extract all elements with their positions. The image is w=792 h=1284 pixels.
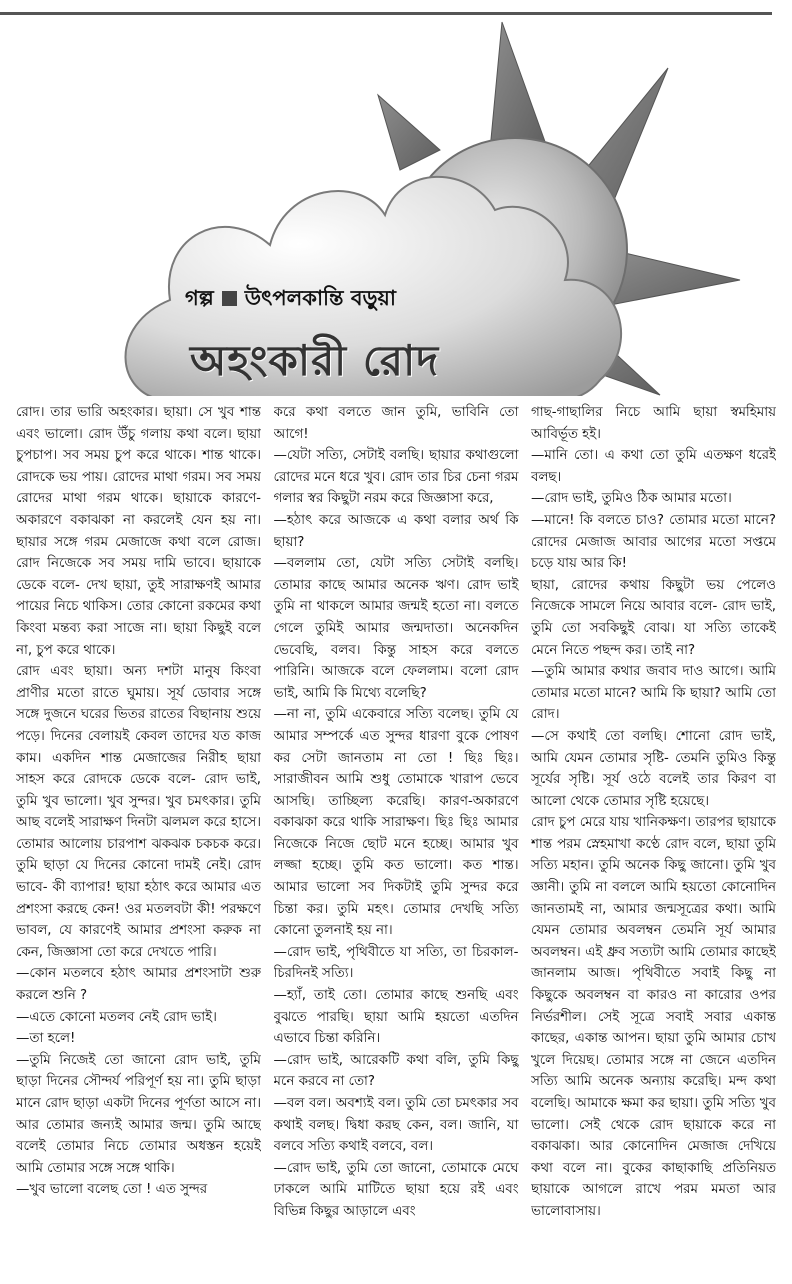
column-1 <box>16 402 261 1274</box>
paragraph: রোদ এবং ছায়া। অন্য দশটা মানুষ কিংবা প্রাণীর মতো রাতে ঘুমায়। সূর্য ডোবার সঙ্গে সঙ্গে দুজনে ঘরের ভিতর রাতের বিছানায় শুয়ে পড়ে। দিনের বেলায়ই কেবল তাদের যত কাজ কাম। একদিন শান্ত মেজাজের নিরীহ ছায়া সাহস করে রোদকে ডেকে বলে- রোদ ভাই, তুমি খুব ভালো। খুব সুন্দর। খুব চমৎকার। তুমি আছ বলেই সারাক্ষণ দিনটা ঝলমল করে হাসে। তোমার আলোয় চারপাশ ঝকঝক চকচক করে। তুমি ছাড়া যে দিনের কোনো দামই নেই। রোদ ভাবে- কী ব্যাপার! ছায়া হঠাৎ করে আমার এত প্রশংসা করছে কেন! ওর মতলবটা কী! পরক্ষণে ভাবল, যে কারণেই আমার প্রশংসা করুক না কেন, জিজ্ঞাসা তো করে দেখতে পারি। <box>16 664 261 960</box>
author-name: উৎপলকান্তি বড়ুয়া <box>244 286 396 310</box>
paragraph: —বল বল। অবশ্যই বল। তুমি তো চমৎকার সব কথাই বলছ। দ্বিধা করছ কেন, বল। জানি, যা বলবে সত্যি কথাই বলবে, বল। <box>273 1096 519 1155</box>
paragraph: —তুমি আমার কথার জবাব দাও আগে। আমি তোমার মতো মানে? আমি কি ছায়া? আমি তো রোদ। <box>531 664 776 723</box>
paragraph: —রোদ ভাই, তুমি তো জানো, তোমাকে মেঘে ঢাকলে আমি মাটিতে ছায়া হয়ে রই এবং বিভিন্ন কিছুর আড়ালে এবং <box>273 1160 519 1219</box>
paragraph: —রোদ ভাই, পৃথিবীতে যা সত্যি, তা চিরকাল-চিরদিনই সত্যি। <box>273 944 519 982</box>
paragraph: রোদ চুপ মেরে যায় খানিকক্ষণ। তারপর ছায়াকে শান্ত পরম স্নেহমাখা কণ্ঠে রোদ বলে, ছায়া তুমি সত্যি মহান। তুমি অনেক কিছু জানো। তুমি খুব জ্ঞানী। তুমি না বললে আমি হয়তো কোনোদিন জানতামই না, আমার জন্মসূত্রের কথা। আমি যেমন তোমার অবলম্বন তেমনি সূর্য আমার অবলম্বন। এই ধ্রুব সত্যটা আমি তোমার কাছেই জানলাম আজ। পৃথিবীতে সবাই কিছু না কিছুকে অবলম্বন বা কারও না কারোর ওপর নির্ভরশীল। সেই সূত্রে সবাই সবার একান্ত কাছের, একান্ত আপন। ছায়া তুমি আমার চোখ খুলে দিয়েছ। তোমার সঙ্গে না জেনে এতদিন সত্যি আমি অনেক অন্যায় করেছি। মন্দ কথা বলেছি। আমাকে ক্ষমা কর ছায়া। তুমি সত্যি খুব ভালো। সেই থেকে রোদ ছায়াকে করে না বকাঝকা। আর কোনোদিন মেজাজ দেখিয়ে কথা বলে না। বুকের কাছাকাছি প্রতিনিয়ত ছায়াকে আগলে রাখে পরম মমতা আর ভালোবাসায়। <box>531 815 776 1219</box>
paragraph: —হ্যাঁ, তাই তো। তোমার কাছে শুনছি এবং বুঝতে পারছি। ছায়া আমি হয়তো এতদিন এভাবে চিন্তা করিনি। <box>273 988 519 1047</box>
story-title: অহংকারী রোদ <box>190 336 440 385</box>
paragraph: —রোদ ভাই, আরেকটি কথা বলি, তুমি কিছু মনে করবে না তো? <box>273 1052 519 1090</box>
paragraph: —তুমি নিজেই তো জানো রোদ ভাই, তুমি ছাড়া দিনের সৌন্দর্য পরিপূর্ণ হয় না। তুমি ছাড়া মানে রোদ ছাড়া একটা দিনের পূর্ণতা আসে না। আর তোমার জন্যই আমার জন্ম। তুমি আছে বলেই তোমার নিচে তোমার অধস্তন হয়েই আমি তোমার সঙ্গে সঙ্গে থাকি। <box>16 1052 261 1176</box>
paragraph: —হঠাৎ করে আজকে এ কথা বলার অর্থ কি ছায়া? <box>273 512 519 550</box>
column-3 <box>531 402 776 1274</box>
paragraph: —এতে কোনো মতলব নেই রোদ ভাই। <box>16 1009 217 1025</box>
article-body <box>16 402 776 1274</box>
paragraph: গাছ-গাছালির নিচে আমি ছায়া স্বমহিমায় আবির্ভূত হই। <box>531 405 776 442</box>
paragraph: রোদ। তার ভারি অহংকার। ছায়া। সে খুব শান্ত এবং ভালো। রোদ উঁচু গলায় কথা বলে। ছায়া চুপচাপ। সব সময় চুপ করে থাকে। শান্ত থাকে। রোদকে ভয় পায়। রোদের মাথা গরম। সব সময় রোদের মাথা গরম থাকে। ছায়াকে কারণে-অকারণে বকাঝকা না করলেই যেন হয় না। ছায়ার সঙ্গে গরম মেজাজে কথা বলে রোজ। রোদ নিজেকে সব সময় দামি ভাবে। ছায়াকে ডেকে বলে- দেখ ছায়া, তুই সারাক্ষণই আমার পায়ের নিচে থাকিস। তোর কোনো রকমের কথা কিংবা মন্তব্য করা সাজে না। ছায়া কিছুই বলে না, চুপ করে থাকে। <box>16 405 261 658</box>
paragraph: —সে কথাই তো বলছি। শোনো রোদ ভাই, আমি যেমন তোমার সৃষ্টি- তেমনি তুমিও কিন্তু সূর্যের সৃষ্টি। সূর্য ওঠে বলেই তার কিরণ বা আলো থেকে তোমার সৃষ্টি হয়েছে। <box>531 728 776 809</box>
byline <box>185 282 396 317</box>
paragraph: —খুব ভালো বলেছ তো ! এত সুন্দর <box>16 1182 208 1198</box>
separator-square-icon <box>222 291 237 306</box>
category-label: গল্প <box>185 286 214 310</box>
column-2 <box>274 402 519 1274</box>
paragraph: —মানি তো। এ কথা তো তুমি এতক্ষণ ধরেই বলছ। <box>531 448 776 485</box>
paragraph: —যেটা সত্যি, সেটাই বলছি। ছায়ার কথাগুলো রোদের মনে ধরে খুব। রোদ তার চির চেনা গরম গলার স্বর কিছুটা নরম করে জিজ্ঞাসা করে, <box>273 448 519 507</box>
paragraph: —রোদ ভাই, তুমিও ঠিক আমার মতো। <box>531 491 732 507</box>
paragraph: —মানে! কি বলতে চাও? তোমার মতো মানে? রোদের মেজাজ আবার আগের মতো সপ্তমে চড়ে যায় আর কি! <box>531 512 776 572</box>
paragraph: —না না, তুমি একেবারে সত্যি বলেছ। তুমি যে আমার সম্পর্কে এত সুন্দর ধারণা বুকে পোষণ কর সেটা জানতাম না তো ! ছিঃ ছিঃ। সারাজীবন আমি শুধু তোমাকে খারাপ ভেবে আসছি। তাচ্ছিল্য করেছি। কারণ-অকারণে বকাঝকা করে থাকি সারাক্ষণ। ছিঃ ছিঃ আমার নিজেকে নিজে ছোট মনে হচ্ছে। আমার খুব লজ্জা হচ্ছে। তুমি কত ভালো। কত শান্ত। আমার ভালো সব দিকটাই তুমি সুন্দর করে চিন্তা কর। তুমি মহৎ। তোমার দেখছি সত্যি কোনো তুলনাই হয় না। <box>273 707 519 939</box>
paragraph: —বললাম তো, যেটা সত্যি সেটাই বলছি। তোমার কাছে আমার অনেক ঋণ। রোদ ভাই তুমি না থাকলে আমার জন্মই হতো না। বলতে গেলে তুমিই আমার জন্মদাতা। অনেকদিন ভেবেছি, বলব। কিন্তু সাহস করে বলতে পারিনি। আজকে বলে ফেললাম। বলো রোদ ভাই, আমি কি মিথ্যে বলেছি? <box>273 556 519 701</box>
paragraph: —তা হলে! <box>16 1031 76 1047</box>
paragraph: —কোন মতলবে হঠাৎ আমার প্রশংসাটা শুরু করলে শুনি ? <box>16 966 261 1004</box>
paragraph: ছায়া, রোদের কথায় কিছুটা ভয় পেলেও নিজেকে সামলে নিয়ে আবার বলে- রোদ ভাই, তুমি তো সবকিছুই বোঝ। যা সত্যি তাকেই মেনে নিতে পছন্দ কর। তাই না? <box>531 577 776 658</box>
paragraph: করে কথা বলতে জান তুমি, ভাবিনি তো আগে! <box>273 405 519 442</box>
